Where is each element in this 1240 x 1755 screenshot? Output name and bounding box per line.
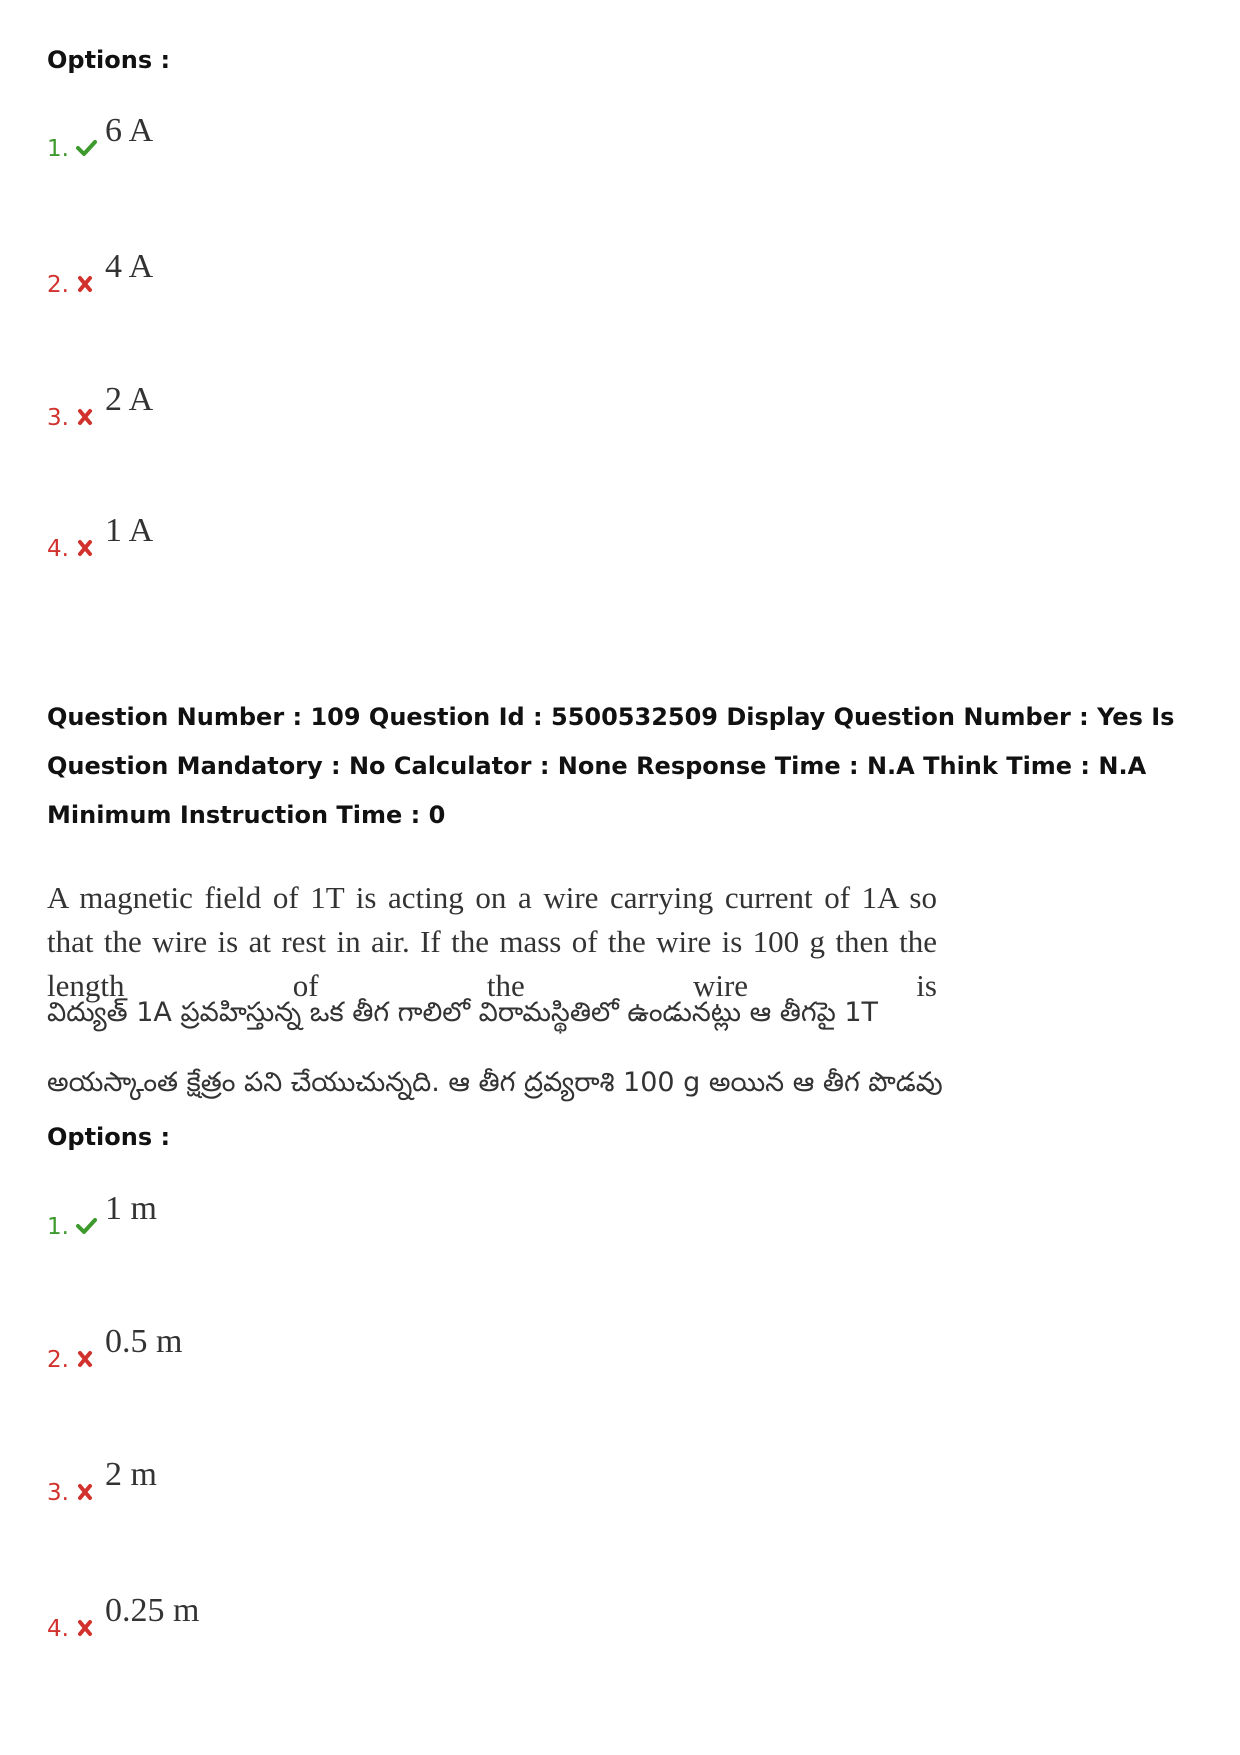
option-value: 2 A bbox=[105, 381, 154, 418]
check-icon bbox=[75, 1216, 97, 1236]
option-value: 6 A bbox=[105, 112, 154, 149]
option-number: 2. bbox=[47, 1347, 69, 1373]
cross-icon bbox=[75, 407, 97, 427]
option-value: 4 A bbox=[105, 248, 154, 285]
option-value: 0.5 m bbox=[105, 1323, 183, 1360]
option-row bbox=[47, 1592, 447, 1642]
option-row bbox=[47, 1323, 447, 1373]
option-row bbox=[47, 248, 447, 298]
cross-icon bbox=[75, 274, 97, 294]
check-icon bbox=[75, 138, 97, 158]
question-meta: Question Number : 109 Question Id : 5500532509 Display Question Number : Yes Is Question Mandatory : No Calculator : None Response Time : N.A Think Time : N.A Minimum Instruction Time : 0 bbox=[47, 703, 1175, 829]
option-number: 1. bbox=[47, 136, 69, 162]
question-text-telugu: విద్యుత్ 1A ప్రవహిస్తున్న ఒక తీగ గాలిలో విరామస్థితిలో ఉండునట్లు ఆ తీగపై 1T అయస్కాంత క్షేత్రం పని చేయుచున్నది. ఆ తీగ ద్రవ్యరాశి 100 g అయిన ఆ తీగ పొడవు bbox=[47, 997, 943, 1098]
option-row bbox=[47, 381, 447, 431]
option-number: 4. bbox=[47, 536, 69, 562]
option-value: 1 A bbox=[105, 512, 154, 549]
option-value: 2 m bbox=[105, 1456, 157, 1493]
cross-icon bbox=[75, 1349, 97, 1369]
option-value: 1 m bbox=[105, 1190, 157, 1227]
cross-icon bbox=[75, 538, 97, 558]
option-number: 2. bbox=[47, 272, 69, 298]
option-number: 1. bbox=[47, 1214, 69, 1240]
option-value: 0.25 m bbox=[105, 1592, 200, 1629]
question-text-english: A magnetic field of 1T is acting on a wire carrying current of 1A so that the wire is at rest in air. If the mass of the wire is 100 g then the length of the wire is bbox=[47, 880, 937, 1003]
option-number: 4. bbox=[47, 1616, 69, 1642]
options-heading: Options : bbox=[47, 1123, 171, 1151]
options-heading-previous: Options : bbox=[47, 46, 171, 74]
option-number: 3. bbox=[47, 1480, 69, 1506]
option-row bbox=[47, 112, 447, 162]
option-row bbox=[47, 1190, 447, 1240]
option-number: 3. bbox=[47, 405, 69, 431]
option-row bbox=[47, 512, 447, 562]
cross-icon bbox=[75, 1482, 97, 1502]
cross-icon bbox=[75, 1618, 97, 1638]
option-row bbox=[47, 1456, 447, 1506]
